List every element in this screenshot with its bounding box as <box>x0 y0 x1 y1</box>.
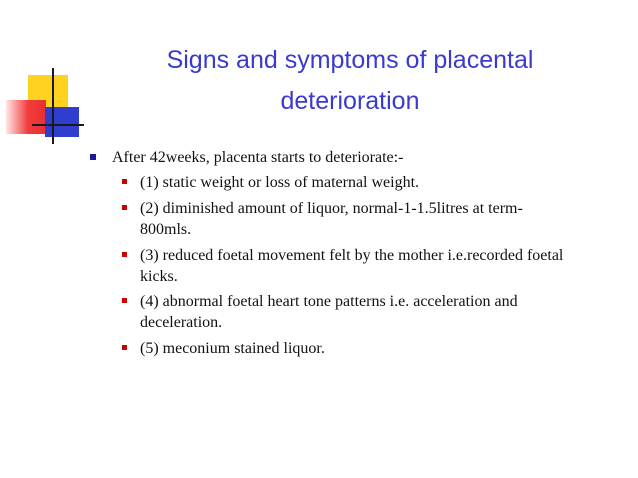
sub-bullet-item-2 <box>140 198 523 240</box>
sub-bullet-4-line-1: (4) abnormal foetal heart tone patterns i.e. acceleration and <box>140 293 518 310</box>
sub-bullet-1-line-1: (1) static weight or loss of maternal weight. <box>140 174 420 191</box>
slide-title-line-2: deterioration <box>280 87 420 115</box>
sub-bullet-4-line-2: deceleration. <box>140 314 223 331</box>
slide-title-line-1: Signs and symptoms of placental <box>166 46 534 74</box>
main-bullet-item <box>112 147 403 168</box>
horizontal-line-decoration <box>32 124 84 126</box>
sub-bullet-item-3 <box>140 245 563 287</box>
square-bullet-icon <box>122 205 127 210</box>
red-square-decoration <box>6 100 46 134</box>
square-bullet-icon <box>122 298 127 303</box>
sub-bullet-2-line-2: 800mls. <box>140 221 192 238</box>
sub-bullet-item-4 <box>140 291 518 333</box>
blue-square-decoration <box>45 107 79 137</box>
square-bullet-icon <box>122 252 127 257</box>
sub-bullet-item-5 <box>140 338 325 359</box>
sub-bullet-2-line-1: (2) diminished amount of liquor, normal-1-1.5litres at term- <box>140 200 523 217</box>
slide-title <box>120 40 580 122</box>
square-bullet-icon <box>122 345 127 350</box>
sub-bullet-item-1 <box>140 172 419 193</box>
main-bullet-text: After 42weeks, placenta starts to deteriorate:- <box>112 149 404 166</box>
decorative-logo-blocks <box>0 0 100 150</box>
vertical-line-decoration <box>52 68 54 144</box>
square-bullet-icon <box>122 179 127 184</box>
sub-bullet-3-line-1: (3) reduced foetal movement felt by the mother i.e.recorded foetal <box>140 247 564 264</box>
sub-bullet-5-line-1: (5) meconium stained liquor. <box>140 340 325 357</box>
square-bullet-icon <box>90 154 96 160</box>
sub-bullet-3-line-2: kicks. <box>140 268 178 285</box>
